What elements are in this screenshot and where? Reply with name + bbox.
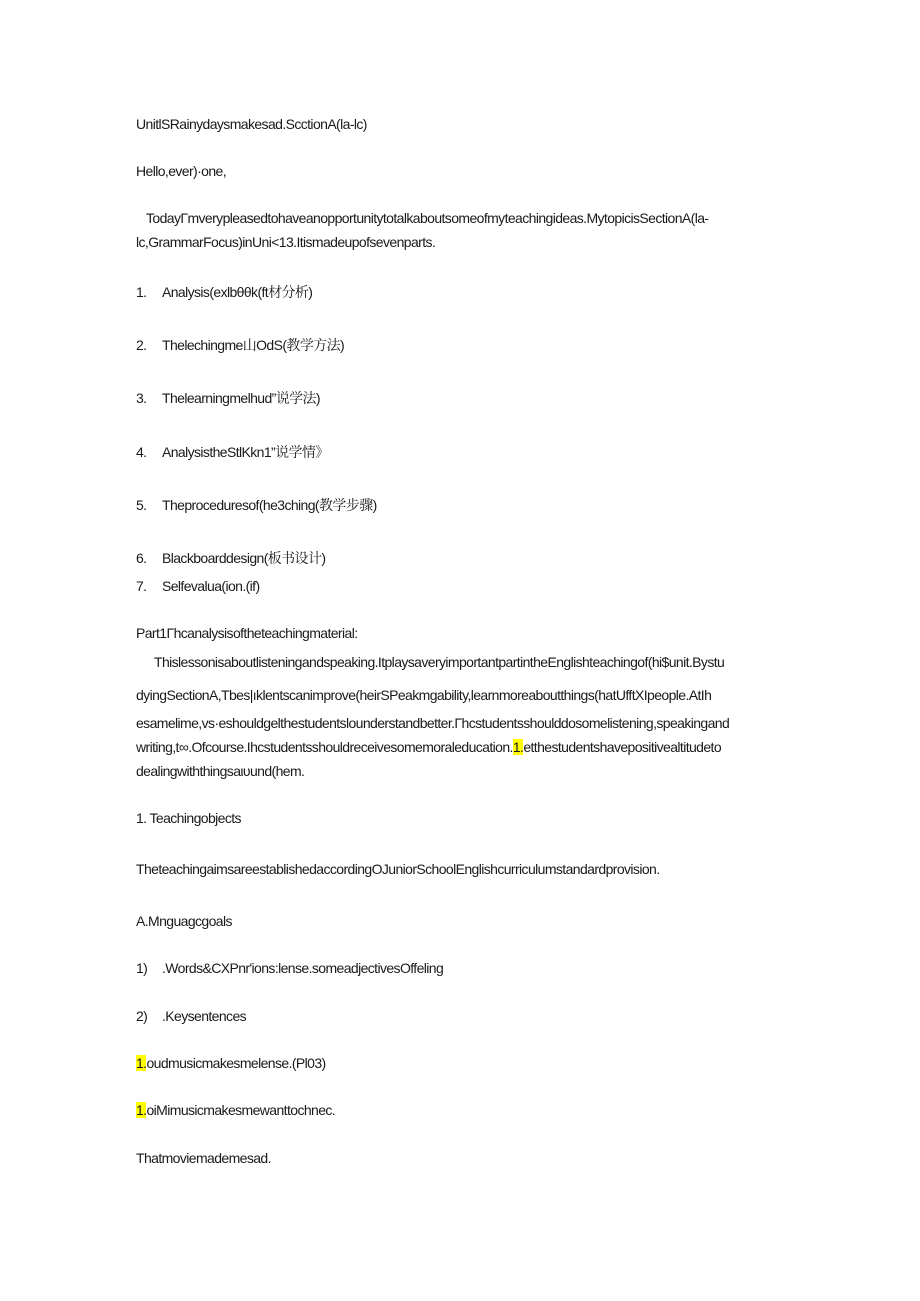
language-goals-heading: A.Mnguagcgoals [136, 913, 232, 929]
document-title: UnitlSRainydaysmakesad.ScctionA(la-lc) [136, 116, 367, 132]
list-number: 6. [136, 550, 147, 566]
sentence-text: oudmusicmakesmelense.(Pl03) [146, 1055, 326, 1071]
part1-heading: Part1Γhcanalysisoftheteachingmaterial: [136, 625, 358, 641]
list-label: Thelechingme山OdS(教学方法) [162, 337, 345, 353]
list-number: 1. [136, 284, 147, 300]
part1-para-line-2: dyingSectionA,Tbes|ıklentscanimprove(heirSPeakmgability,learnmoreaboutthings(hatUfftXIpeople.AtIh [136, 687, 712, 703]
highlighted-text: 1. [136, 1102, 147, 1118]
highlighted-text: 1. [136, 1055, 147, 1071]
list-item [136, 336, 344, 354]
list-item [136, 549, 325, 567]
list-item [136, 577, 260, 595]
list-label: .Keysentences [162, 1008, 247, 1024]
objects-heading: 1. Teachingobjects [136, 810, 241, 826]
list-number: 5. [136, 497, 147, 513]
key-sentence-3: Thatmoviemademesad. [136, 1150, 271, 1166]
part1-para-text: writing,t∞.Ofcourse.Ihcstudentsshouldreceivesomemoraleducation. [136, 739, 513, 755]
list-item [136, 496, 377, 514]
list-label: Analysis(exlbθθk(ft材分析) [162, 284, 313, 300]
list-label: AnalysistheStlKkn1”说学情》 [162, 444, 329, 460]
list-number: 7. [136, 578, 147, 594]
list-label: Selfevalua(ion.(if) [162, 578, 260, 594]
objects-aims: TheteachingaimsareestablishedaccordingOJuniorSchoolEnglishcurriculumstandardprovision. [136, 861, 660, 877]
part1-para-line-5: dealingwiththingsaιυund(hem. [136, 763, 305, 779]
list-item [136, 959, 443, 977]
list-label: Theproceduresof(he3ching(教学步骤) [162, 497, 377, 513]
greeting: Hello,ever)·one, [136, 163, 226, 179]
intro-line-1: TodayΓmverypleasedtohaveanopportunitytotalkaboutsomeofmyteachingideas.MytopicisSectionA(la- [146, 210, 709, 226]
key-sentence-1 [136, 1054, 326, 1072]
list-number: 2) [136, 1008, 148, 1024]
part1-para-line-4 [136, 738, 721, 756]
part1-para-line-3: esamelime,vs·eshouldgelthestudentslounderstandbetter.Γhcstudentsshoulddosomelistening,speakingand [136, 715, 730, 731]
list-item [136, 1007, 246, 1025]
list-item [136, 389, 320, 407]
list-number: 4. [136, 444, 147, 460]
list-number: 3. [136, 390, 147, 406]
list-label: .Words&CXPnr'ions:lense.someadjectivesOffeling [162, 960, 444, 976]
highlighted-text: 1. [512, 739, 524, 755]
list-label: Blackboarddesign(板书设计) [162, 550, 326, 566]
list-item [136, 443, 329, 461]
part1-para-line-1: Thislessonisaboutlisteningandspeaking.ItplaysaveryimportantpartintheEnglishteachingof(hi$unit.Bystu [154, 654, 725, 670]
list-number: 1) [136, 960, 148, 976]
list-label: Thelearningmelhud”说学法) [162, 390, 320, 406]
sentence-text: oiMimusicmakesmewanttochnec. [146, 1102, 336, 1118]
part1-para-text: etthestudentshavepositivealtitudeto [523, 739, 722, 755]
key-sentence-2 [136, 1101, 335, 1119]
intro-line-2: lc,GrammarFocus)inUni<13.Itismadeupofsevenparts. [136, 234, 436, 250]
list-item [136, 283, 312, 301]
list-number: 2. [136, 337, 147, 353]
